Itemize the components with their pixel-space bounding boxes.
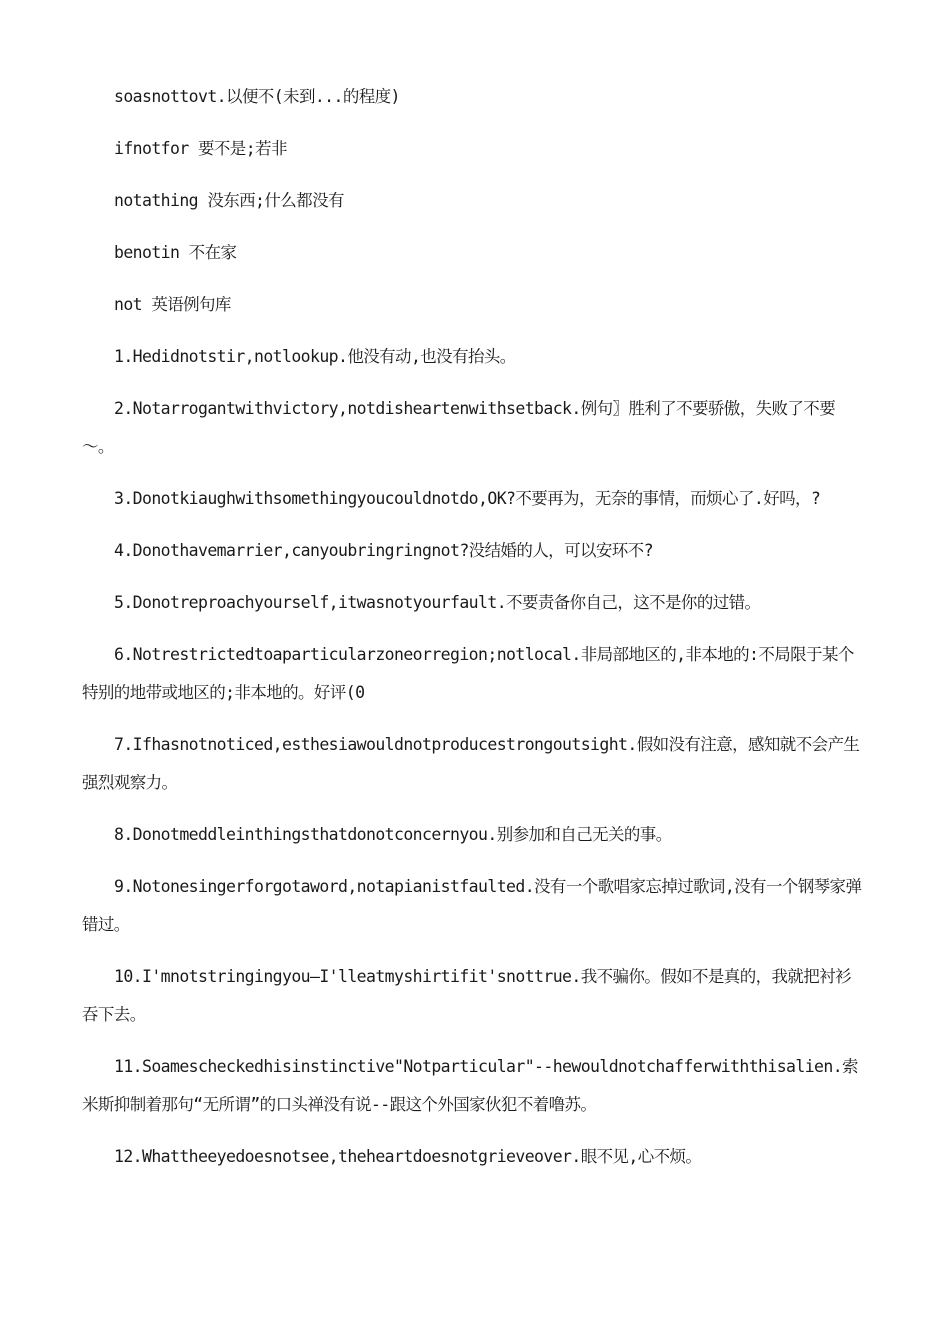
- example-sentence: 3.Donotkiaughwithsomethingyoucouldnotdo,OK?不要再为，无奈的事情，而烦心了.好吗，?: [114, 489, 821, 508]
- document-body: [82, 78, 862, 1190]
- example-sentence: 4.Donothavemarrier,canyoubringringnot?没结婚的人，可以安环不?: [114, 541, 653, 560]
- example-sentence: 2.Notarrogantwithvictory,notdisheartenwithsetback.例句〗胜利了不要骄傲，失败了不要～。: [82, 399, 836, 456]
- example-sentence: 6.Notrestrictedtoaparticularzoneorregion;notlocal.非局部地区的,非本地的:不局限于某个特别的地带或地区的;非本地的。好评(0: [82, 645, 854, 702]
- example-sentence: 11.Soamescheckedhisinstinctive"Notparticular"--hewouldnotchafferwiththisalien.索米斯抑制着那句“无所谓”的口头禅没有说--跟这个外国家伙犯不着噜苏。: [82, 1057, 858, 1114]
- example-sentence: 12.Whattheeyedoesnotsee,theheartdoesnotgrieveover.眼不见,心不烦。: [114, 1147, 702, 1166]
- section-heading: not 英语例句库: [114, 295, 231, 314]
- phrase-line: ifnotfor 要不是;若非: [114, 139, 287, 158]
- example-sentence: 9.Notonesingerforgotaword,notapianistfaulted.没有一个歌唱家忘掉过歌词,没有一个钢琴家弹错过。: [82, 877, 862, 934]
- example-sentence: 8.Donotmeddleinthingsthatdonotconcernyou.别参加和自己无关的事。: [114, 825, 672, 844]
- example-sentence: 7.Ifhasnotnoticed,esthesiawouldnotproducestrongoutsight.假如没有注意，感知就不会产生强烈观察力。: [82, 735, 860, 792]
- phrase-line: benotin 不在家: [114, 243, 237, 262]
- example-sentence: 1.Hedidnotstir,notlookup.他没有动,也没有抬头。: [114, 347, 516, 366]
- example-sentence: 5.Donotreproachyourself,itwasnotyourfault.不要责备你自己，这不是你的过错。: [114, 593, 761, 612]
- example-sentence: 10.I'mnotstringingyou—I'lleatmyshirtifit'snottrue.我不骗你。假如不是真的，我就把衬衫吞下去。: [82, 967, 851, 1024]
- phrase-line: notathing 没东西;什么都没有: [114, 191, 344, 210]
- phrase-line: soasnottovt.以便不(未到...的程度): [114, 87, 400, 106]
